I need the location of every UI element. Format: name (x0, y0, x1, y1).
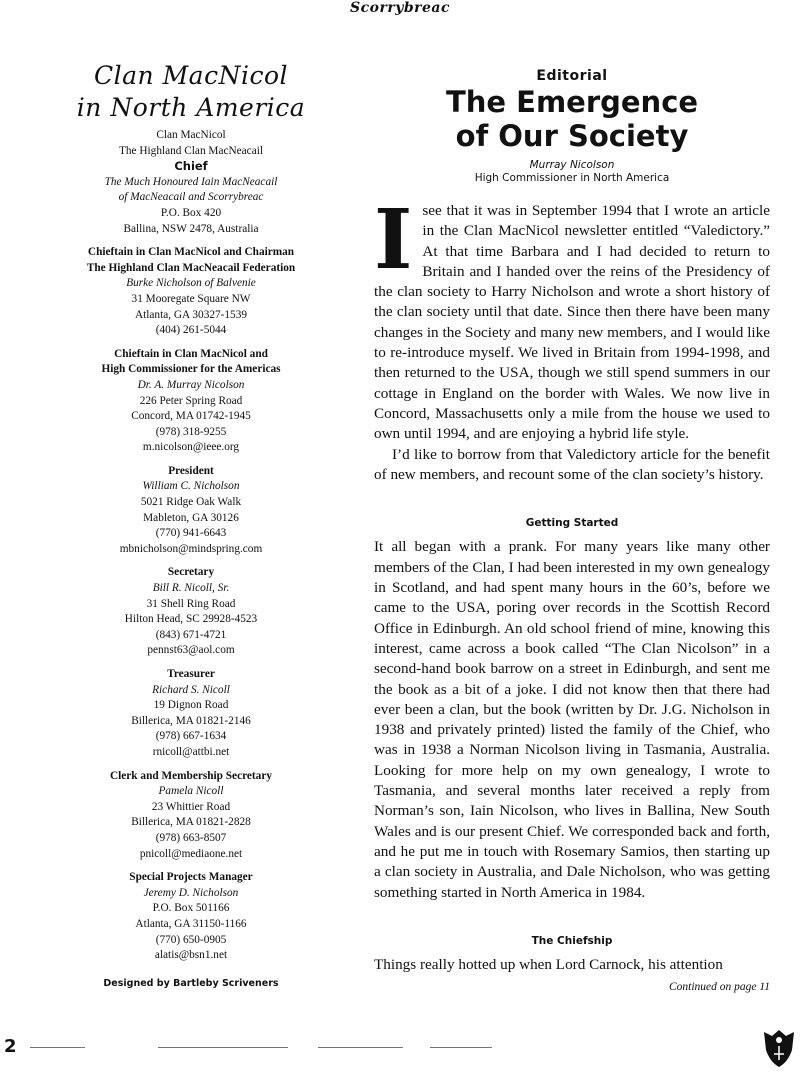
officer-contact: Atlanta, GA 30327-1539 (134, 308, 247, 321)
footer-rule (30, 1047, 85, 1048)
footer-rule (430, 1047, 492, 1048)
officer-name: Dr. A. Murray Nicolson (137, 378, 245, 391)
chief-name: of MacNeacail and Scorrybreac (118, 191, 264, 204)
section-kicker: Editorial (536, 68, 608, 84)
paragraph: I’d like to borrow from that Valedictory article for the benefit of new members, and recount some of the clan society’s history. (374, 445, 770, 483)
chief-block (60, 128, 322, 237)
article-headline (374, 85, 770, 153)
officer-contact: 31 Mooregate Square NW (131, 292, 251, 305)
officer-contact: (843) 671-4721 (155, 628, 227, 641)
officer-contact: 5021 Ridge Oak Walk (140, 496, 242, 509)
paragraph: Things really hotted up when Lord Carnock, his attention (374, 956, 723, 974)
subheading: Getting Started (525, 517, 619, 530)
officer-name: Burke Nicholson of Balvenie (126, 277, 256, 290)
org-name: The Highland Clan MacNeacail (119, 144, 263, 157)
officer-contact: pnicoll@mediaone.net (139, 847, 243, 860)
officer-contact: rnicoll@attbi.net (152, 745, 230, 758)
officer-contact: alatis@bsn1.net (154, 949, 228, 962)
sidebar-officers (60, 60, 322, 991)
org-name: Clan MacNicol (156, 129, 226, 141)
officer-role: Clerk and Membership Secretary (109, 769, 272, 782)
chief-label: Chief (174, 159, 208, 174)
sidebar-title-line: in North America (76, 93, 306, 122)
officer-entry (60, 870, 322, 964)
officer-contact: 31 Shell Ring Road (146, 597, 236, 610)
drop-cap: I (374, 192, 413, 288)
officer-contact: (978) 318-9255 (155, 425, 227, 438)
officer-entry (60, 667, 322, 761)
officer-role: Special Projects Manager (129, 871, 253, 884)
paragraph: see that it was in September 1994 that I wrote an article in the Clan MacNicol newsletter entitled “Valedictory.” At that time Barbara and I had decided to return to Britain and I handed over the reins of the Presidency of the clan society to Harry Nicholson and wrote a short history of the clan society until that date. Since then there have been many changes in the Society and many new members, and I would like to re-introduce myself. We lived in Britain from 1994-1998, and then returned to the USA, though we still spend summers in our cottage in England on the border with Wales. We now live in Concord, Massachusetts only a mile from the house we used to own until 1994, and are enjoying a hybrid life style. (374, 202, 770, 443)
officer-contact: Hilton Head, SC 29928-4523 (124, 613, 258, 626)
author-name: Murray Nicolson (529, 159, 615, 171)
officer-contact: mbnicholson@mindspring.com (119, 542, 263, 555)
officer-contact: 226 Peter Spring Road (139, 394, 243, 407)
officer-entry (60, 464, 322, 558)
headline-line: The Emergence (445, 85, 699, 119)
continued-link[interactable]: Continued on page 11 (668, 981, 770, 994)
officer-contact: m.nicolson@ieee.org (142, 441, 240, 454)
page-number: 2 (4, 1036, 17, 1057)
officer-role: The Highland Clan MacNeacail Federation (86, 261, 296, 274)
officer-contact: Mableton, GA 30126 (143, 511, 239, 524)
officer-name: Richard S. Nicoll (152, 683, 230, 696)
clan-crest-icon (762, 1028, 796, 1068)
editorial-article (374, 68, 770, 998)
officer-contact: (770) 941-6643 (155, 527, 227, 540)
officer-name: William C. Nicholson (142, 480, 240, 493)
officer-role: Chieftain in Clan MacNicol and Chairman (87, 246, 295, 259)
officer-contact: (978) 663-8507 (155, 831, 227, 844)
officer-contact: Concord, MA 01742-1945 (131, 410, 251, 423)
officer-contact: 23 Whittier Road (151, 800, 231, 813)
officer-contact: P.O. Box 501166 (152, 902, 230, 915)
chief-address: P.O. Box 420 (160, 206, 222, 219)
paragraph: It all began with a prank. For many years like many other members of the Clan, I had been interested in my own genealogy in Scotland, and had spent many hours in the 60’s, before we came to the USA, poring over records in the Scottish Record Office in Edinburgh. An old school friend of mine, knowing this interest, came across a book called “The Clan Nicolson” in a second-hand book barrow on a street in Edinburgh, and sent me the book as a bit of a joke. I did not know then that there had ever been a clan, but the book (written by Dr. J.G. Nicholson in 1938 and privately printed) listed the family of the Chief, who was in 1938 a Norman Nicolson living in Tasmania, Australia. Looking for more help on my own genealogy, I wrote to Tasmania, and several months later received a reply from Norman’s son, Iain Nicolson, who lives in Ballina, New South Wales and is our present Chief. We corresponded back and forth, and he put me in touch with Rosemary Samios, then starting up a clan society in Australia, and Dale Nicholson, who was getting something started in North America in 1984. (374, 538, 770, 901)
officer-contact: Atlanta, GA 31150-1166 (135, 917, 247, 930)
officer-entry (60, 245, 322, 339)
chief-address: Ballina, NSW 2478, Australia (123, 222, 259, 235)
designed-by-credit: Designed by Bartleby Scriveners (103, 977, 279, 989)
byline (374, 159, 770, 185)
officer-contact: pennst63@aol.com (147, 644, 235, 657)
article-body (374, 192, 770, 998)
footer-rule (318, 1047, 403, 1048)
officer-entry (60, 769, 322, 863)
officer-name: Bill R. Nicoll, Sr. (152, 582, 230, 595)
chief-name: The Much Honoured Iain MacNeacail (104, 175, 278, 188)
officer-contact: (770) 650-0905 (155, 933, 227, 946)
officer-name: Jeremy D. Nicholson (143, 886, 239, 899)
officer-role: Treasurer (167, 668, 215, 680)
officer-contact: 19 Dignon Road (153, 699, 229, 712)
officer-role: High Commissioner for the Americas (101, 363, 281, 376)
officer-entry (60, 347, 322, 456)
officer-list (60, 245, 322, 964)
officer-role: Secretary (167, 566, 215, 579)
footer-rule (158, 1047, 288, 1048)
officer-contact: Billerica, MA 01821-2828 (131, 816, 251, 829)
officer-contact: (978) 667-1634 (155, 730, 227, 743)
subheading: The Chiefship (531, 934, 613, 947)
officer-contact: Billerica, MA 01821-2146 (131, 714, 251, 727)
running-head: Scorrybreac (349, 0, 451, 16)
headline-line: of Our Society (455, 119, 689, 153)
officer-role: President (168, 464, 214, 477)
sidebar-title (60, 60, 322, 124)
officer-role: Chieftain in Clan MacNicol and (114, 347, 268, 360)
officer-entry (60, 565, 322, 659)
sidebar-title-line: Clan MacNicol (94, 61, 288, 90)
author-title: High Commissioner in North America (474, 172, 670, 184)
officer-name: Pamela Nicoll (158, 785, 224, 798)
officer-contact: (404) 261-5044 (155, 324, 227, 337)
